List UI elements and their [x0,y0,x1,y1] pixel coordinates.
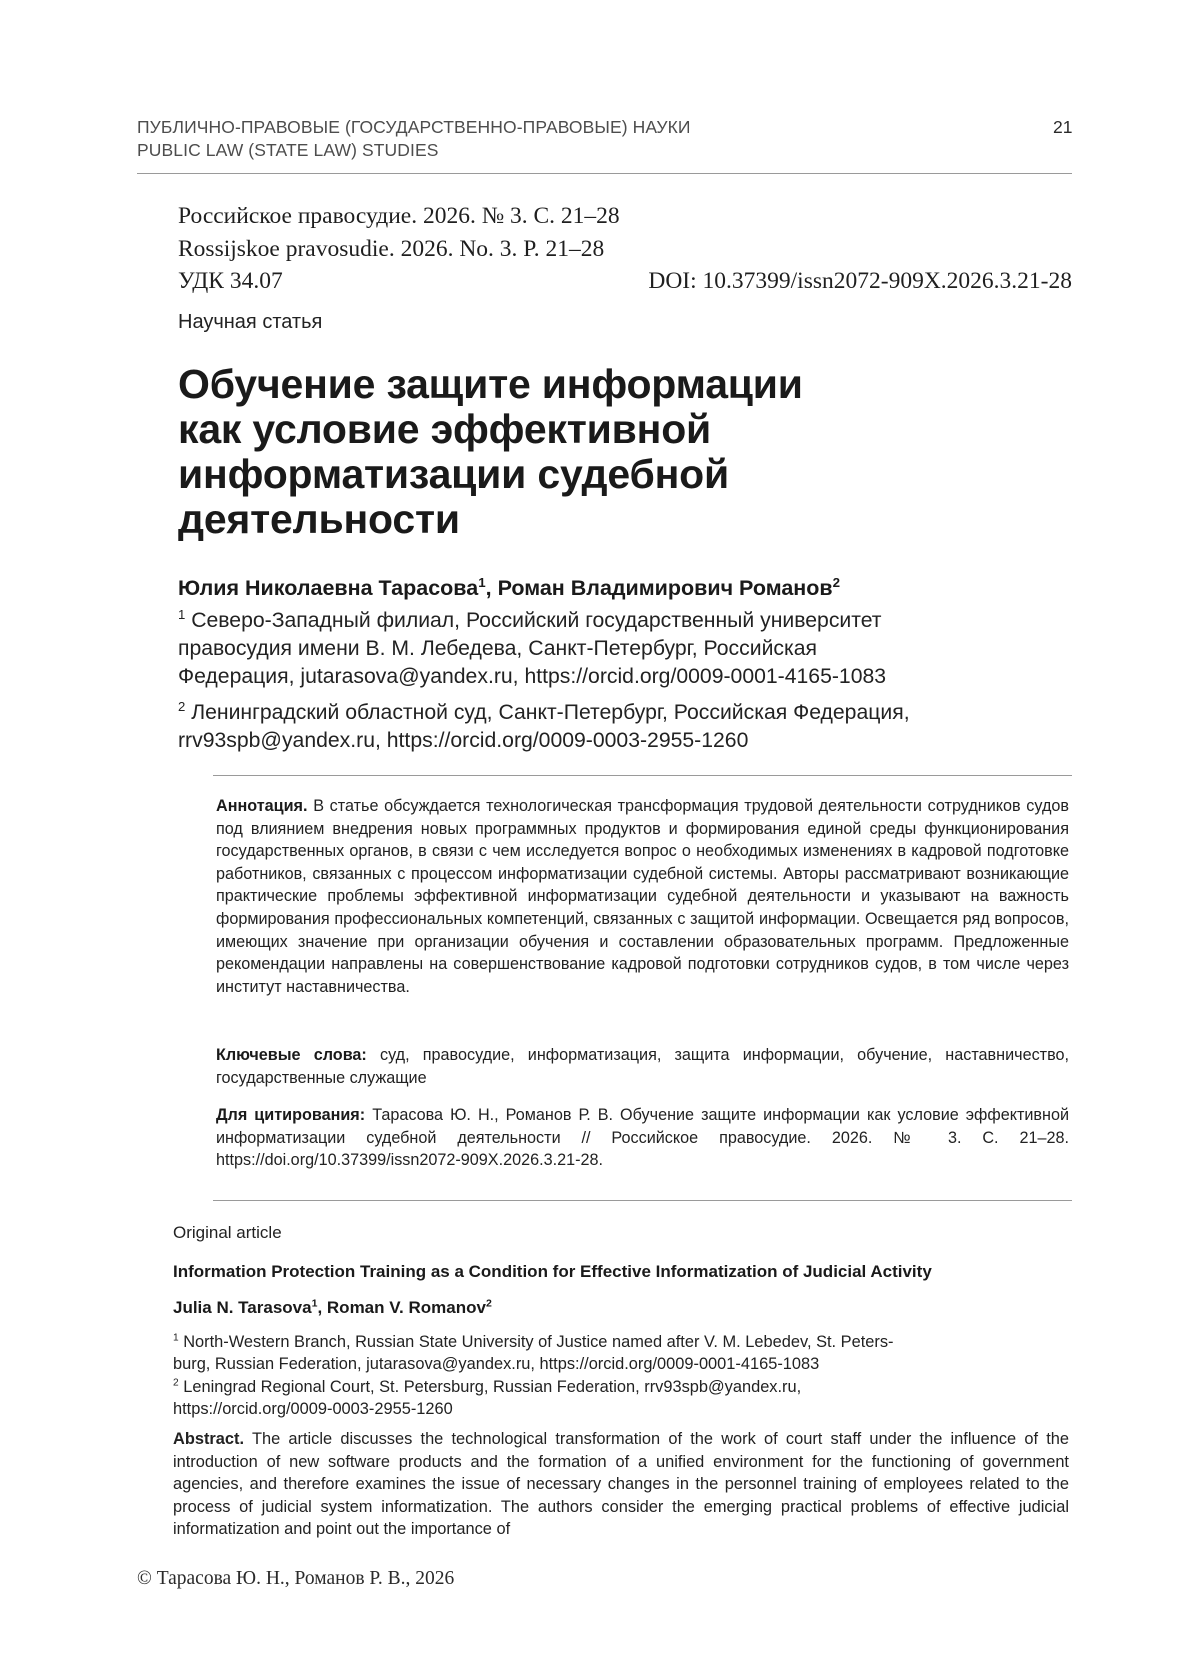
affiliation-mark: 1 [478,574,486,590]
affiliation-line: North-Western Branch, Russian State University of Justice named after V. M. Lebedev, St. Peters- [183,1333,894,1351]
journal-citation-ru: Российское правосудие. 2026. № 3. С. 21–28 [178,203,620,229]
udc-code: УДК 34.07 [178,268,283,294]
annotation-ru [216,795,1069,998]
authors-en [173,1298,492,1318]
title-line: как условие эффективной [178,406,712,452]
affiliation-en-1 [173,1331,894,1376]
header-divider [137,173,1072,174]
abstract-text: The article discusses the technological transformation of the work of court staff under the influence of the introduction of new software products and the formation of a unified environment for the functioning of government agencies, and therefore examines the issue of necessary changes in the personnel training of employees related to the process of judicial system informatization. The authors consider the emerging practical problems of effective judicial informatization and point out the importance of [173,1430,1070,1539]
journal-citation-translit: Rossijskoe pravosudie. 2026. No. 3. P. 21–28 [178,236,605,262]
affiliation-mark: 2 [832,574,841,590]
affiliation-mark: 2 [178,698,186,714]
author-name: Роман Владимирович Романов [497,576,833,600]
citation-text: Тарасова Ю. Н., Романов Р. В. Обучение защите информации как условие эффективной информатизации судебной деятельности // Российское правосудие. 2026. № 3. С. 21–28. https://doi.org/10.37399/issn2072-909X.2026.3.21-28. [216,1106,1069,1170]
affiliation-line: rrv93spb@yandex.ru, https://orcid.org/0009-0003-2955-1260 [178,729,749,752]
affiliation-mark: 1 [311,1297,318,1310]
abstract-bottom-divider [213,1200,1072,1201]
title-line: Обучение защите информации [178,361,803,407]
affiliation-mark: 1 [173,1332,179,1344]
doi: DOI: 10.37399/issn2072-909X.2026.3.21-28 [648,268,1072,294]
abstract-en [173,1428,1069,1541]
abstract-label: Abstract. [173,1430,245,1448]
keywords-text: суд, правосудие, информатизация, защита информации, обучение, наставничество, государственные служащие [216,1046,1070,1087]
author-name: Roman V. Romanov [326,1298,486,1317]
affiliation-mark: 2 [173,1377,179,1389]
copyright: © Тарасова Ю. Н., Романов Р. В., 2026 [137,1568,455,1589]
author-name: Юлия Николаевна Тарасова [178,576,479,600]
article-title-en: Information Protection Training as a Condition for Effective Informatization of Judicial Activity [173,1262,932,1281]
citation-label: Для цитирования: [216,1106,366,1124]
affiliation-line: Федерация, jutarasova@yandex.ru, https://orcid.org/0009-0001-4165-1083 [178,665,887,688]
keywords-label: Ключевые слова: [216,1046,367,1064]
keywords-ru [216,1044,1069,1089]
affiliation-line: https://orcid.org/0009-0003-2955-1260 [173,1400,453,1419]
author-name: Julia N. Tarasova [173,1298,312,1317]
affiliation-mark: 2 [485,1297,492,1310]
page-number: 21 [1053,117,1073,137]
author-separator: , [485,576,498,600]
running-header-ru: ПУБЛИЧНО-ПРАВОВЫЕ (ГОСУДАРСТВЕННО-ПРАВОВЫЕ) НАУКИ [137,117,691,137]
author-separator: , [317,1298,327,1317]
affiliation-mark: 1 [178,606,186,622]
affiliation-ru-2 [178,699,910,755]
article-type-ru: Научная статья [178,311,323,333]
affiliation-en-2 [173,1376,801,1421]
affiliation-line: Северо-Западный филиал, Российский государственный университет [191,609,882,632]
affiliation-line: burg, Russian Federation, jutarasova@yandex.ru, https://orcid.org/0009-0001-4165-1083 [173,1355,820,1374]
annotation-text: В статье обсуждается технологическая трансформация трудовой деятельности сотрудников судов под влиянием внедрения новых программных продуктов и формирования единой среды функционирования государственных органов, в связи с чем исследуется вопрос о необходимых изменениях в кадровой подготовке работников, связанных с процессом информатизации судебной системы. Авторы рассматривают возникающие практические проблемы эффективной информатизации судебной деятельности и указывают на важность формирования профессиональных компетенций, связанных с защитой информации. Освещается ряд вопросов, имеющих значение при организации обучения и составлении образовательных программ. Предложенные рекомендации направлены на совершенствование кадровой подготовки сотрудников судов, в том числе через институт наставничества. [216,797,1069,996]
authors-ru [178,576,840,601]
affiliation-line: правосудия имени В. М. Лебедева, Санкт-Петербург, Российская [178,637,817,660]
article-title-ru [178,362,803,542]
article-type-en: Original article [173,1223,282,1242]
title-line: информатизации судебной [178,451,729,497]
abstract-top-divider [213,775,1072,776]
annotation-label: Аннотация. [216,797,308,815]
affiliation-line: Ленинградский областной суд, Санкт-Петербург, Российская Федерация, [191,701,910,724]
affiliation-ru-1 [178,607,886,691]
affiliation-line: Leningrad Regional Court, St. Petersburg, Russian Federation, rrv93spb@yandex.ru, [183,1378,802,1396]
running-header-en: PUBLIC LAW (STATE LAW) STUDIES [137,140,439,160]
citation-ru [216,1104,1069,1172]
title-line: деятельности [178,496,460,542]
